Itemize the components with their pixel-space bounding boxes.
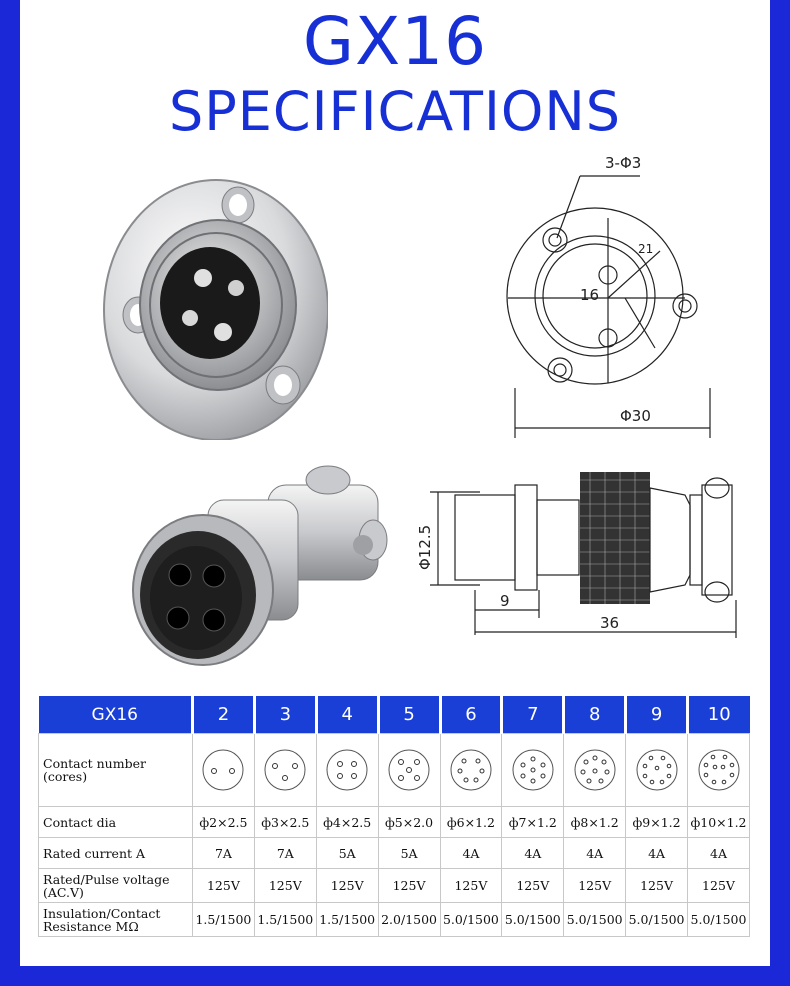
table-cell: 5.0/1500 [626,903,688,937]
table-cell: 4A [440,838,502,869]
table-cell: 125V [254,869,316,903]
table-cell: 125V [564,869,626,903]
column-header: 5 [378,696,440,734]
short-length-dimension: 9 [500,592,510,610]
table-cell: 125V [316,869,378,903]
table-cell: 1.5/1500 [316,903,378,937]
total-length-dimension: 36 [600,614,620,632]
table-header-row [39,696,750,734]
table-cell: 125V [502,869,564,903]
pin-layout-7 [502,734,564,807]
column-header: 9 [626,696,688,734]
pin-layout-3 [254,734,316,807]
pin-layout-9 [626,734,688,807]
front-view-drawing [480,148,730,443]
table-cell: 5A [378,838,440,869]
table-cell: 5.0/1500 [688,903,750,937]
table-cell: 4A [564,838,626,869]
table-header-label: GX16 [39,696,193,734]
table-row [39,734,750,807]
row-label: Rated/Pulse voltage (AC.V) [39,869,193,903]
table-cell: ф3×2.5 [254,807,316,838]
row-label: Insulation/Contact Resistance MΩ [39,903,193,937]
holes-dimension: 3-Φ3 [605,154,642,172]
outer-diameter-dimension: Φ30 [620,407,651,425]
pin-layout-4 [316,734,378,807]
table-row [39,869,750,903]
table-cell: 125V [688,869,750,903]
table-cell: 7A [193,838,255,869]
table-cell: 5.0/1500 [502,903,564,937]
table-cell: 7A [254,838,316,869]
table-cell: ф7×1.2 [502,807,564,838]
table-cell: 5.0/1500 [440,903,502,937]
row-label: Rated current A [39,838,193,869]
table-row [39,807,750,838]
side-view-drawing [400,460,740,640]
table-cell: 4A [688,838,750,869]
table-cell: 125V [378,869,440,903]
spec-table [38,696,750,937]
inner-diameter-dimension: 16 [580,286,600,304]
table-cell: 4A [626,838,688,869]
table-cell: ф2×2.5 [193,807,255,838]
diameter-dimension: Φ12.5 [416,524,434,570]
table-cell: 2.0/1500 [378,903,440,937]
table-cell: 125V [440,869,502,903]
pin-layout-8 [564,734,626,807]
table-cell: 125V [626,869,688,903]
row-label: Contact number (cores) [39,734,193,807]
column-header: 8 [564,696,626,734]
mid-diameter-dimension: 21 [638,242,654,256]
table-cell: 1.5/1500 [254,903,316,937]
table-cell: 5.0/1500 [564,903,626,937]
table-cell: 1.5/1500 [193,903,255,937]
column-header: 6 [440,696,502,734]
page-subtitle: SPECIFICATIONS [168,80,622,143]
column-header: 2 [193,696,255,734]
table-cell: ф6×1.2 [440,807,502,838]
table-cell: ф8×1.2 [564,807,626,838]
column-header: 10 [688,696,750,734]
spec-sheet [20,0,770,966]
pin-layout-5 [378,734,440,807]
column-header: 7 [502,696,564,734]
page-title: GX16 [302,3,488,80]
table-cell: ф10×1.2 [688,807,750,838]
flange-socket-photo [98,160,328,440]
table-cell: ф9×1.2 [626,807,688,838]
row-label: Contact dia [39,807,193,838]
table-cell: 125V [193,869,255,903]
table-cell: ф4×2.5 [316,807,378,838]
cable-plug-photo [118,460,408,680]
table-row [39,838,750,869]
column-header: 4 [316,696,378,734]
pin-layout-6 [440,734,502,807]
table-row [39,903,750,937]
column-header: 3 [254,696,316,734]
table-cell: 4A [502,838,564,869]
pin-layout-2 [193,734,255,807]
table-cell: 5A [316,838,378,869]
table-cell: ф5×2.0 [378,807,440,838]
pin-layout-10 [688,734,750,807]
